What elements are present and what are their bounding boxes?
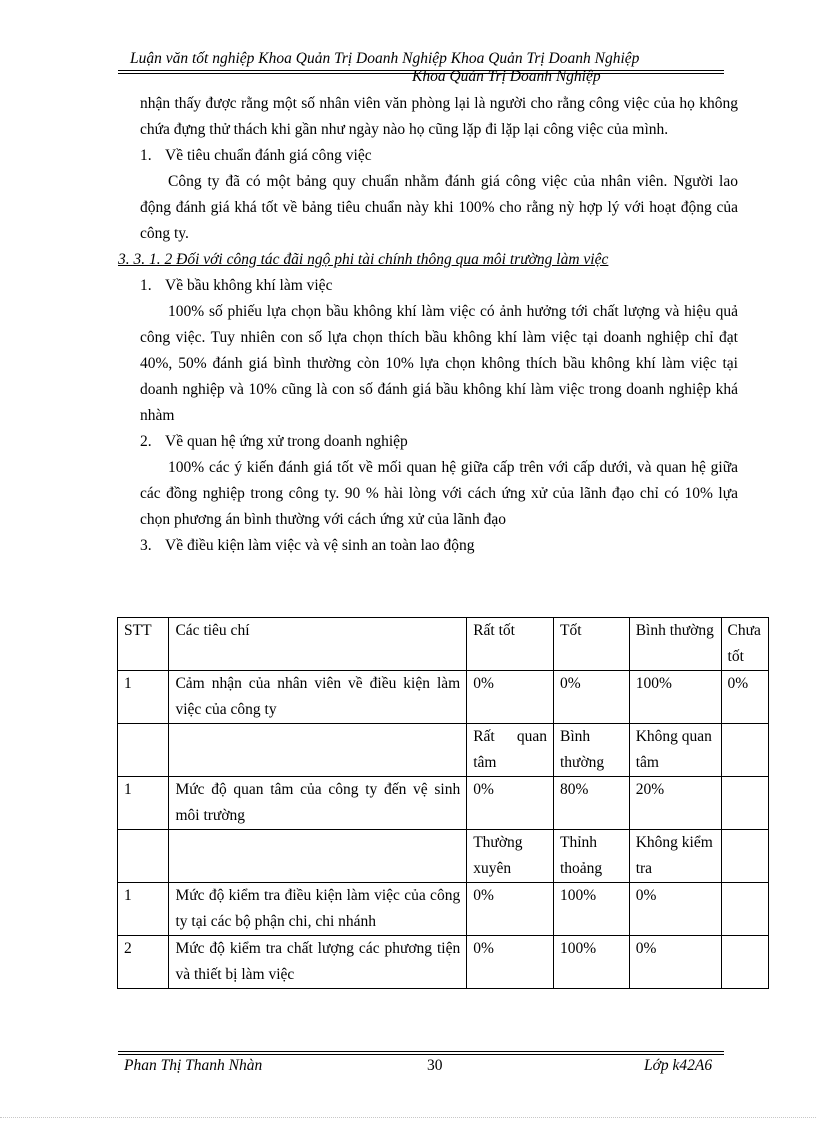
list-item	[140, 429, 738, 455]
list-number: 1.	[140, 147, 152, 164]
list-item	[140, 273, 738, 299]
table-cell	[721, 883, 768, 936]
table-cell: 100%	[554, 936, 630, 989]
table-cell: 2	[118, 936, 169, 989]
table-header-cell: Chưa tốt	[721, 618, 768, 671]
table-header-cell: STT	[118, 618, 169, 671]
footer-class: Lớp k42A6	[644, 1057, 713, 1074]
table-header-cell: Rất tốt	[467, 618, 554, 671]
body-text	[118, 91, 738, 559]
table-cell: 20%	[629, 777, 721, 830]
header-title: Luận văn tốt nghiệp Khoa Quản Trị Doanh Nghiệp Khoa Quản Trị Doanh Nghiệp	[130, 50, 640, 67]
table-cell: Không kiểm tra	[629, 830, 721, 883]
table-cell: 1	[118, 883, 169, 936]
list-title: Về tiêu chuẩn đánh giá công việc	[165, 147, 372, 164]
paragraph: 100% các ý kiến đánh giá tốt về mối quan hệ giữa cấp trên với cấp dưới, và quan hệ giữa các đồng nghiệp trong công ty. 90 % hài lòng với cách ứng xử của lãnh đạo chỉ có 10% lựa chọn phương án bình thường với cách ứng xử của lãnh đạo	[140, 459, 738, 528]
list-title: Về quan hệ ứng xử trong doanh nghiệp	[165, 433, 408, 450]
table-cell: 0%	[467, 777, 554, 830]
table-cell: Mức độ kiểm tra chất lượng các phương tiện và thiết bị làm việc	[169, 936, 467, 989]
paragraph: Công ty đã có một bảng quy chuẩn nhằm đánh giá công việc của nhân viên. Người lao động đánh giá khá tốt về bảng tiêu chuẩn này khi 100% cho rằng nỳ hợp lý với hoạt động của công ty.	[140, 173, 738, 242]
page-bottom-border	[0, 1117, 816, 1118]
table-cell: 0%	[467, 671, 554, 724]
table-cell: Rất quan tâm	[467, 724, 554, 777]
section-heading: 3. 3. 1. 2 Đối với công tác đãi ngộ phi tài chính thông qua môi trường làm việc	[118, 251, 609, 268]
table-cell: 0%	[467, 936, 554, 989]
table-row	[118, 671, 769, 724]
table-cell: 0%	[721, 671, 768, 724]
table-row	[118, 936, 769, 989]
list-number: 3.	[140, 537, 152, 554]
page-number: 30	[427, 1057, 443, 1074]
table-cell: 80%	[554, 777, 630, 830]
table-cell: 100%	[554, 883, 630, 936]
list-item	[140, 533, 738, 559]
table-cell	[169, 724, 467, 777]
table-cell: 1	[118, 671, 169, 724]
footer-rule	[118, 1051, 724, 1052]
paragraph-intro: nhận thấy được rằng một số nhân viên văn phòng lại là người cho rằng công việc của họ không chứa đựng thử thách khi gần như ngày nào họ cũng lặp đi lặp lại công việc của mình.	[140, 95, 738, 138]
table-header-row	[118, 618, 769, 671]
table-header-cell: Bình thường	[629, 618, 721, 671]
list-number: 2.	[140, 433, 152, 450]
table-cell	[118, 724, 169, 777]
table-cell: Thỉnh thoảng	[554, 830, 630, 883]
list-title: Về bầu không khí làm việc	[165, 277, 333, 294]
table-cell: 1	[118, 777, 169, 830]
table-cell	[169, 830, 467, 883]
table-cell	[721, 830, 768, 883]
table-cell: 100%	[629, 671, 721, 724]
table-header-cell: Tốt	[554, 618, 630, 671]
table-cell: Thường xuyên	[467, 830, 554, 883]
table-cell: 0%	[629, 883, 721, 936]
paragraph: 100% số phiếu lựa chọn bầu không khí làm việc có ảnh hưởng tới chất lượng và hiệu quả công việc. Tuy nhiên con số lựa chọn thích bầu không khí làm việc tại doanh nghiệp chỉ đạt 40%, 50% đánh giá bình thường còn 10% lựa chọn không thích bầu không khí làm việc tại doanh nghiệp và 10% cũng là con số đánh giá bầu không khí làm việc trong doanh nghiệp khá nhàm	[140, 303, 738, 424]
table-row	[118, 777, 769, 830]
list-number: 1.	[140, 277, 152, 294]
table-cell	[721, 777, 768, 830]
table-row	[118, 883, 769, 936]
table-cell	[721, 724, 768, 777]
table-cell: Bình thường	[554, 724, 630, 777]
table-header-cell: Các tiêu chí	[169, 618, 467, 671]
table-subheader-row	[118, 724, 769, 777]
header-subtitle: Khoa Quản Trị Doanh Nghiệp	[412, 68, 601, 85]
footer-rule	[118, 1054, 724, 1055]
table-cell: 0%	[554, 671, 630, 724]
table-cell: 0%	[629, 936, 721, 989]
list-item	[140, 143, 738, 169]
table-cell: Mức độ quan tâm của công ty đến vệ sinh môi trường	[169, 777, 467, 830]
table-cell: Mức độ kiểm tra điều kiện làm việc của công ty tại các bộ phận chi, chi nhánh	[169, 883, 467, 936]
criteria-table	[117, 617, 769, 989]
table-cell: Cảm nhận của nhân viên về điều kiện làm việc của công ty	[169, 671, 467, 724]
footer-author: Phan Thị Thanh Nhàn	[124, 1057, 263, 1074]
table-cell	[118, 830, 169, 883]
table-cell: 0%	[467, 883, 554, 936]
table-cell	[721, 936, 768, 989]
table-subheader-row	[118, 830, 769, 883]
list-title: Về điều kiện làm việc và vệ sinh an toàn lao động	[165, 537, 475, 554]
table-cell: Không quan tâm	[629, 724, 721, 777]
